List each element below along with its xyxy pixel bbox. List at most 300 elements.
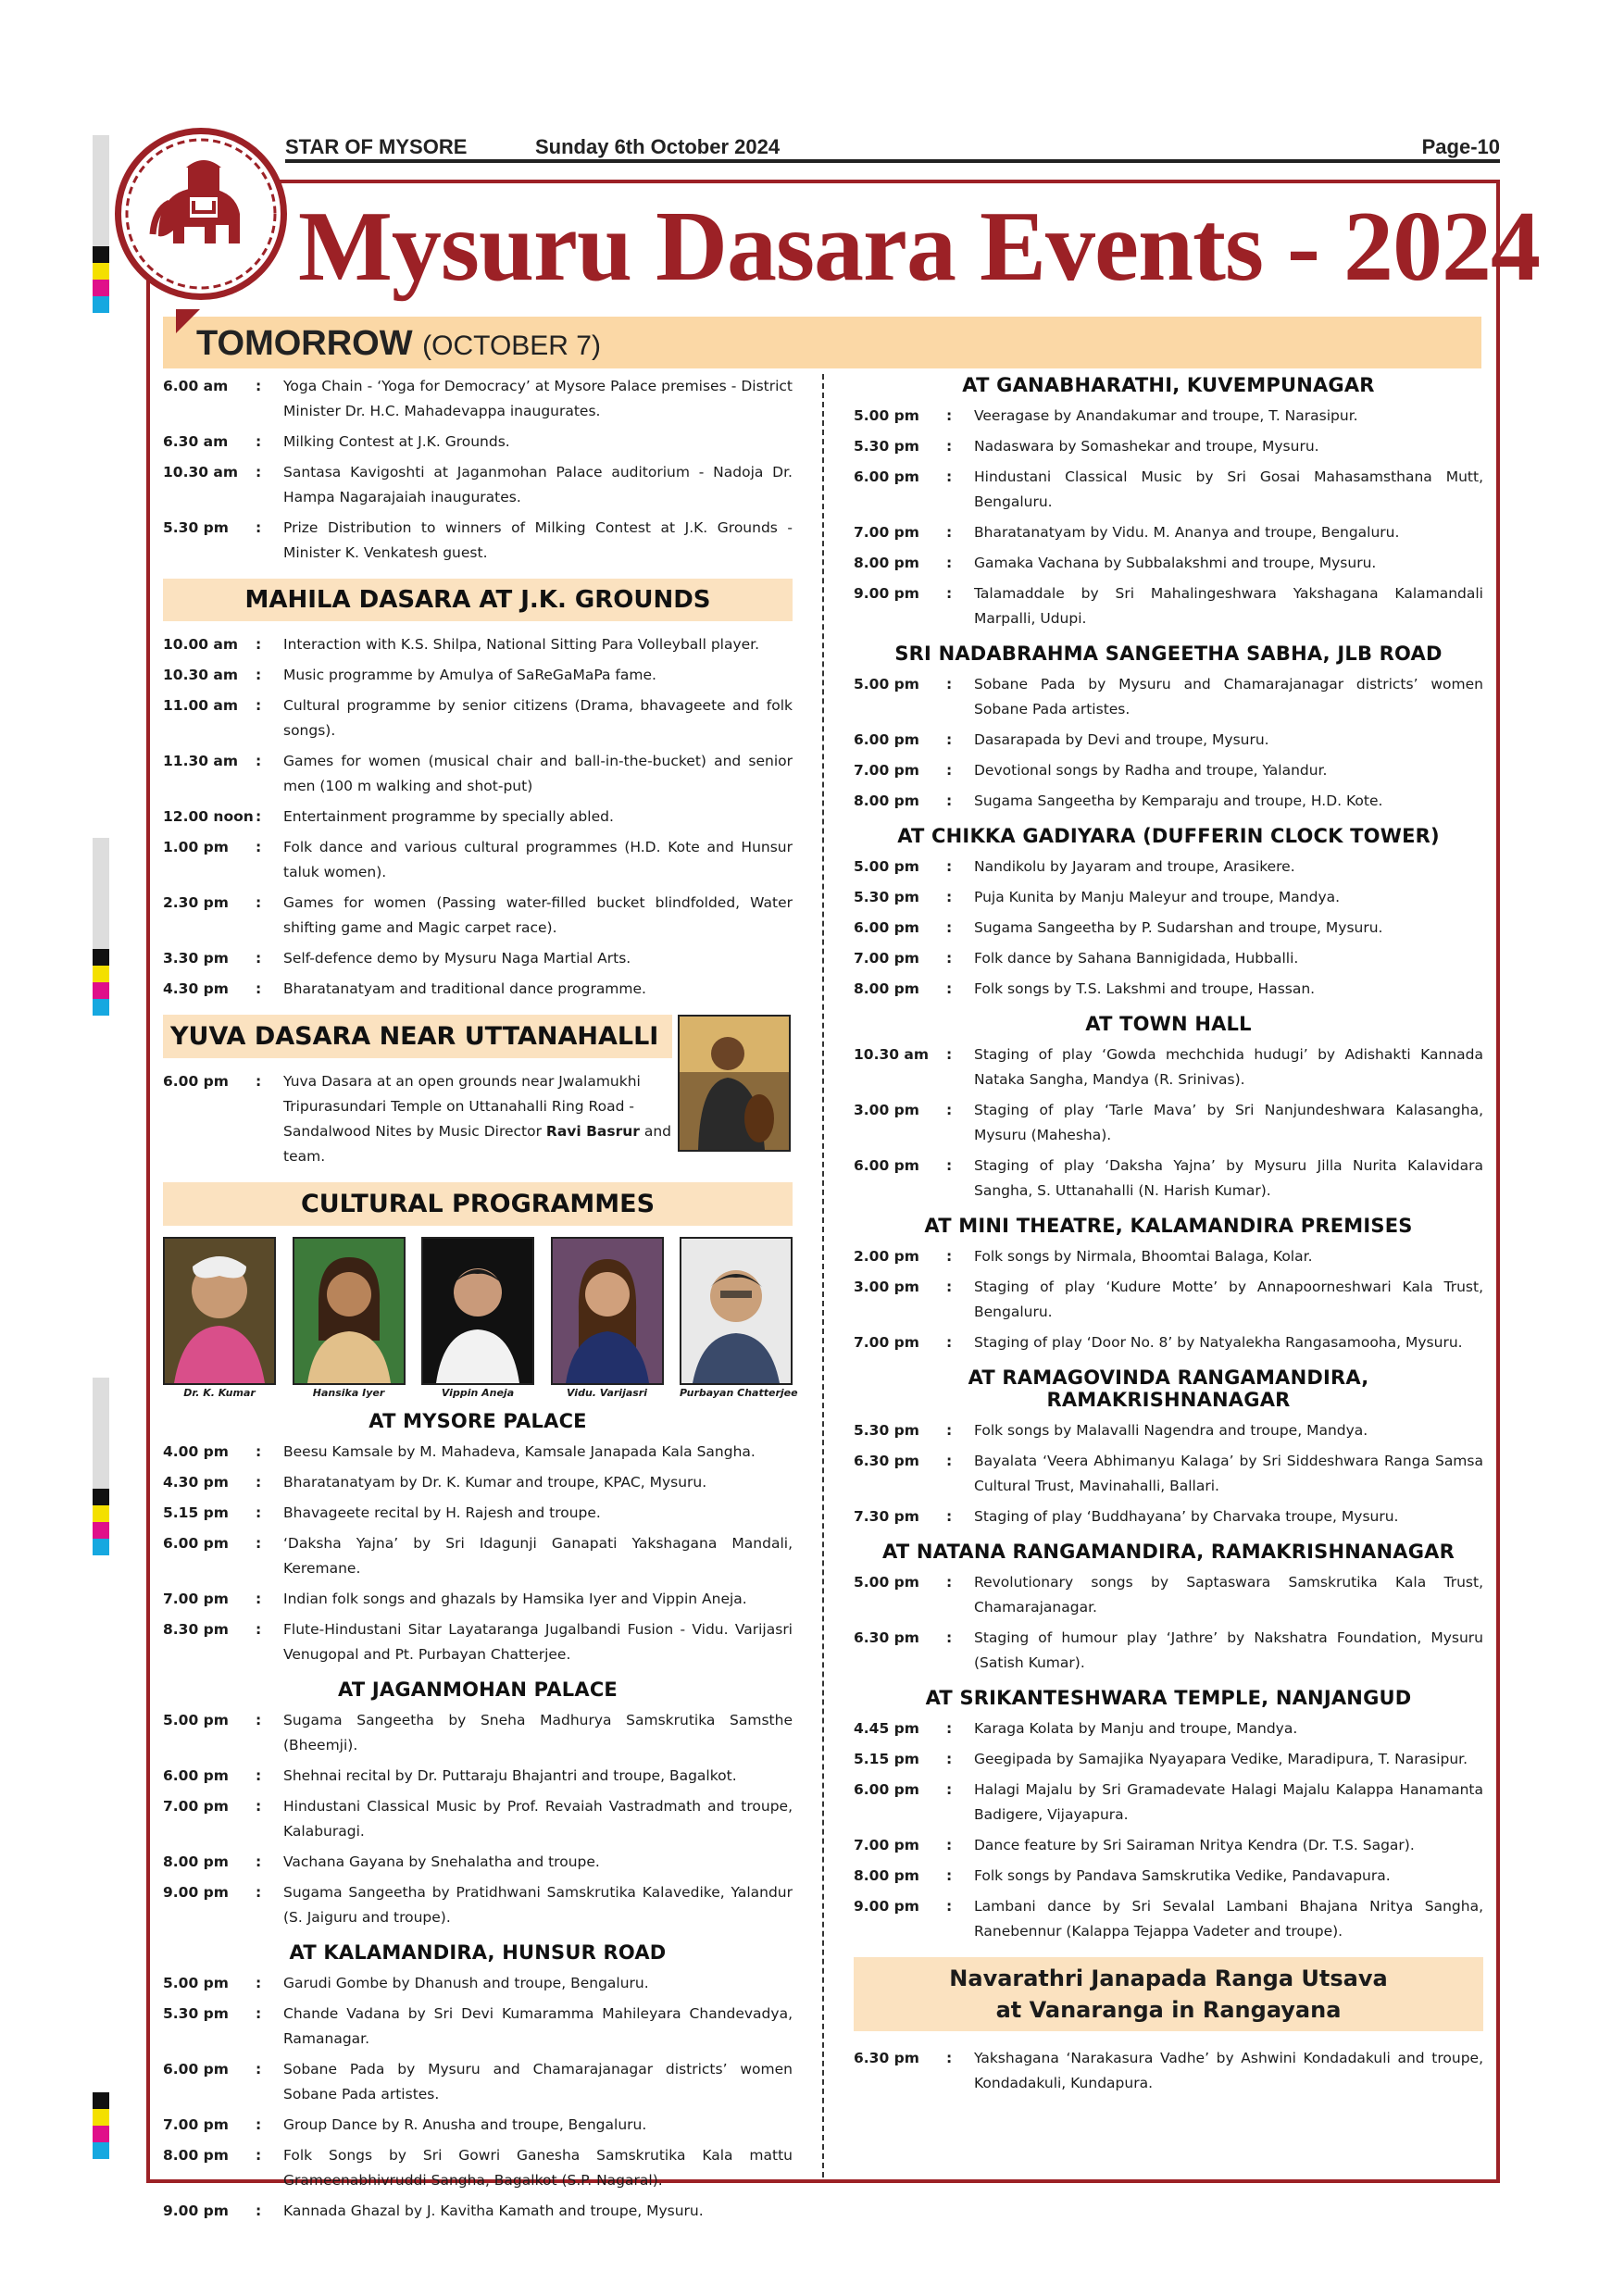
event-time: 8.00 pm [163, 2147, 229, 2164]
event-description: Revolutionary songs by Saptaswara Samskrutika Kala Trust, Chamarajanagar. [974, 1574, 1483, 1616]
navarathri-title-line2: at Vanaranga in Rangayana [995, 1997, 1342, 2023]
tomorrow-events [163, 374, 793, 566]
event-description: Games for women (Passing water-filled bucket blindfolded, Water shifting game and Magic carpet race). [283, 894, 793, 936]
event-description: Flute-Hindustani Sitar Layataranga Jugalbandi Fusion - Vidu. Varijasri Venugopal and Pt. Purbayan Chatterjee. [283, 1621, 793, 1663]
event-time: 12.00 noon [163, 808, 254, 825]
yuva-desc: Yuva Dasara at an open grounds near Jwalamukhi Tripurasundari Temple on Uttanahalli Ring Road - Sandalwood Nites by Music Director [283, 1073, 641, 1140]
mahila-dasara-heading: MAHILA DASARA AT J.K. GROUNDS [163, 579, 793, 621]
list-item [854, 1864, 1483, 1889]
event-description: ‘Daksha Yajna’ by Sri Idagunji Ganapati Yakshagana Mandali, Keremane. [283, 1535, 793, 1577]
colon: : [256, 1621, 262, 1638]
list-item [854, 1098, 1483, 1148]
event-time: 7.00 pm [163, 1591, 229, 1607]
event-time: 4.45 pm [854, 1720, 919, 1737]
ramagovinda-events [854, 1418, 1483, 1529]
event-description: Interaction with K.S. Shilpa, National Sitting Para Volleyball player. [283, 636, 760, 653]
event-description: Folk songs by Malavalli Nagendra and troupe, Mandya. [974, 1422, 1368, 1439]
list-item [163, 430, 793, 455]
event-description: Veeragase by Anandakumar and troupe, T. Narasipur. [974, 407, 1358, 424]
registration-marks [93, 2092, 109, 2159]
colon: : [256, 433, 262, 450]
event-description: Lambani dance by Sri Sevalal Lambani Bhajana Nritya Sangha, Ranebennur (Kalappa Tejappa Vadeter and troupe). [974, 1898, 1483, 1940]
list-item [854, 789, 1483, 814]
list-item [163, 1971, 793, 1996]
list-item [854, 916, 1483, 941]
colon: : [946, 762, 953, 779]
event-time: 9.00 pm [854, 1898, 919, 1915]
colon: : [946, 585, 953, 602]
photo-caption: Dr. K. Kumar [183, 1387, 256, 1399]
colon: : [946, 731, 953, 748]
event-time: 6.00 pm [163, 1073, 229, 1090]
list-item [163, 2057, 793, 2107]
colon: : [256, 1712, 262, 1728]
event-time: 5.00 pm [163, 1712, 229, 1728]
event-description: Bharatanatyam by Dr. K. Kumar and troupe, KPAC, Mysuru. [283, 1474, 707, 1491]
event-time: 5.30 pm [163, 2005, 229, 2022]
event-description: Dasarapada by Devi and troupe, Mysuru. [974, 731, 1269, 748]
colon: : [256, 519, 262, 536]
column-divider [822, 374, 824, 2177]
page-header [285, 131, 1500, 163]
event-time: 5.30 pm [854, 438, 919, 455]
event-time: 7.00 pm [854, 1334, 919, 1351]
colon: : [946, 1279, 953, 1295]
event-description: Sobane Pada by Mysuru and Chamarajanagar districts’ women Sobane Pada artistes. [974, 676, 1483, 718]
colon: : [946, 1574, 953, 1591]
event-time: 11.30 am [163, 753, 239, 769]
event-time: 3.00 pm [854, 1102, 919, 1118]
event-time: 10.30 am [163, 667, 239, 683]
event-description: Staging of play ‘Gowda mechchida hudugi’ by Adishakti Kannada Nataka Sangha, Mandya (R. Srinivas). [974, 1046, 1483, 1088]
event-description: Chande Vadana by Sri Devi Kumaramma Mahileyara Chandevadya, Ramanagar. [283, 2005, 793, 2047]
colon: : [946, 1157, 953, 1174]
event-time: 8.30 pm [163, 1621, 229, 1638]
event-time: 7.00 pm [854, 762, 919, 779]
colon: : [946, 1422, 953, 1439]
event-description: Vachana Gayana by Snehalatha and troupe. [283, 1853, 600, 1870]
colon: : [946, 676, 953, 693]
event-description: Halagi Majalu by Sri Gramadevate Halagi Majalu Kalappa Hanamanta Badigere, Vijayapura. [974, 1781, 1483, 1823]
list-item [854, 434, 1483, 459]
artist-photo-1 [163, 1237, 276, 1399]
colon: : [256, 1443, 262, 1460]
event-time: 8.00 pm [854, 980, 919, 997]
event-description: Staging of humour play ‘Jathre’ by Nakshatra Foundation, Mysuru (Satish Kumar). [974, 1629, 1483, 1671]
artist-photo-2 [293, 1237, 406, 1399]
colon: : [946, 1334, 953, 1351]
colon: : [946, 950, 953, 967]
left-column [163, 374, 798, 2229]
event-time: 5.30 pm [854, 889, 919, 905]
list-item [163, 2199, 793, 2224]
list-item [163, 1069, 672, 1169]
event-time: 7.00 pm [163, 1798, 229, 1815]
page-number: Page-10 [1421, 135, 1500, 158]
yuva-artist: Ravi Basrur [545, 1123, 640, 1140]
list-item [854, 885, 1483, 910]
event-description: Sugama Sangeetha by Sneha Madhurya Samskrutika Samsthe (Bheemji). [283, 1712, 793, 1753]
srikanteshwara-events [854, 1716, 1483, 1944]
list-item [854, 758, 1483, 783]
event-description [283, 1069, 672, 1169]
event-description: Puja Kunita by Manju Maleyur and troupe, Mandya. [974, 889, 1341, 905]
event-time: 6.00 am [163, 378, 229, 394]
colon: : [946, 1046, 953, 1063]
header-rule [285, 159, 1500, 163]
event-time: 5.00 pm [854, 1574, 919, 1591]
colon: : [946, 524, 953, 541]
colon: : [256, 1535, 262, 1552]
list-item [163, 374, 793, 424]
list-item [163, 1470, 793, 1495]
ramagovinda-title-line1: AT RAMAGOVINDA RANGAMANDIRA, [968, 1366, 1369, 1389]
list-item [163, 1880, 793, 1930]
artist-photo-3 [421, 1237, 534, 1399]
event-time: 6.30 pm [854, 1453, 919, 1469]
event-time: 5.00 pm [854, 676, 919, 693]
event-description: Staging of play ‘Buddhayana’ by Charvaka troupe, Mysuru. [974, 1508, 1399, 1525]
dasara-elephant-logo [115, 128, 287, 300]
ganabharathi-heading: AT GANABHARATHI, KUVEMPUNAGAR [962, 374, 1375, 396]
list-item [854, 946, 1483, 971]
list-item [854, 855, 1483, 880]
list-item [854, 465, 1483, 515]
colon: : [256, 1798, 262, 1815]
event-description: Folk songs by Pandava Samskrutika Vedike, Pandavapura. [974, 1867, 1391, 1884]
colon: : [946, 858, 953, 875]
colon: : [946, 555, 953, 571]
event-description: Nadaswara by Somashekar and troupe, Mysuru. [974, 438, 1319, 455]
artist-photo-4 [551, 1237, 664, 1399]
tomorrow-date: (OCTOBER 7) [422, 331, 601, 361]
artist-photo-5 [680, 1237, 798, 1399]
event-description: Sobane Pada by Mysuru and Chamarajanagar districts’ women Sobane Pada artistes. [283, 2061, 793, 2103]
colon: : [256, 894, 262, 911]
natana-events [854, 1570, 1483, 1676]
publication-name: STAR OF MYSORE [285, 135, 468, 158]
event-time: 9.00 pm [163, 1884, 229, 1901]
event-description: Staging of play ‘Door No. 8’ by Natyalekha Rangasamooha, Mysuru. [974, 1334, 1463, 1351]
event-time: 4.30 pm [163, 980, 229, 997]
list-item [163, 1708, 793, 1758]
event-time: 8.00 pm [854, 1867, 919, 1884]
event-description: Folk dance by Sahana Bannigidada, Hubballi. [974, 950, 1299, 967]
event-description: Folk dance and various cultural programmes (H.D. Kote and Hunsur taluk women). [283, 839, 793, 880]
mysore-palace-heading: AT MYSORE PALACE [369, 1410, 587, 1432]
list-item [163, 2143, 793, 2193]
natana-heading: AT NATANA RANGAMANDIRA, RAMAKRISHNANAGAR [882, 1541, 1455, 1563]
colon: : [256, 1073, 262, 1090]
list-item [854, 1504, 1483, 1529]
event-description: Nandikolu by Jayaram and troupe, Arasikere. [974, 858, 1295, 875]
photo-caption: Vidu. Varijasri [566, 1387, 648, 1399]
event-time: 5.15 pm [854, 1751, 919, 1767]
event-time: 6.30 am [163, 433, 229, 450]
event-time: 6.00 pm [854, 919, 919, 936]
list-item [854, 1449, 1483, 1499]
colon: : [256, 980, 262, 997]
colon: : [946, 2050, 953, 2066]
colon: : [256, 808, 262, 825]
colon: : [256, 1767, 262, 1784]
event-description: Shehnai recital by Dr. Puttaraju Bhajantri and troupe, Bagalkot. [283, 1767, 737, 1784]
colon: : [256, 2116, 262, 2133]
event-description: Garudi Gombe by Dhanush and troupe, Bengaluru. [283, 1975, 649, 1991]
mysore-palace-events [163, 1440, 793, 1667]
colon: : [946, 1720, 953, 1737]
photo-caption: Hansika Iyer [312, 1387, 385, 1399]
colon: : [946, 1837, 953, 1853]
list-item [854, 1716, 1483, 1741]
ganabharathi-events [854, 404, 1483, 631]
colon: : [256, 1474, 262, 1491]
event-description: Yoga Chain - ‘Yoga for Democracy’ at Mysore Palace premises - District Minister Dr. H.C. Mahadevappa inaugurates. [283, 378, 793, 419]
event-description: Self-defence demo by Mysuru Naga Martial Arts. [283, 950, 631, 967]
list-item [854, 728, 1483, 753]
registration-marks [93, 838, 109, 1016]
colon: : [256, 839, 262, 855]
town-hall-events [854, 1042, 1483, 1204]
list-item [163, 1587, 793, 1612]
colon: : [946, 1453, 953, 1469]
event-time: 7.00 pm [854, 1837, 919, 1853]
event-description: Folk songs by Nirmala, Bhoomtai Balaga, Kolar. [974, 1248, 1313, 1265]
colon: : [256, 1975, 262, 1991]
colon: : [256, 636, 262, 653]
banner-corner-mark [176, 309, 200, 333]
event-time: 6.00 pm [854, 468, 919, 485]
list-item [854, 1275, 1483, 1325]
colon: : [256, 753, 262, 769]
list-item [854, 581, 1483, 631]
event-description: Kannada Ghazal by J. Kavitha Kamath and troupe, Mysuru. [283, 2202, 704, 2219]
event-time: 6.00 pm [854, 1781, 919, 1798]
chikka-gadiyara-heading: AT CHIKKA GADIYARA (DUFFERIN CLOCK TOWER) [897, 825, 1440, 847]
colon: : [946, 1248, 953, 1265]
list-item [854, 1244, 1483, 1269]
registration-marks [93, 1378, 109, 1555]
yuva-desc-end: and team. [283, 1123, 672, 1165]
list-item [854, 1570, 1483, 1620]
colon: : [946, 407, 953, 424]
list-item [163, 1531, 793, 1581]
event-time: 6.00 pm [854, 731, 919, 748]
list-item [854, 977, 1483, 1002]
right-column [854, 374, 1483, 2102]
colon: : [256, 1504, 262, 1521]
colon: : [256, 667, 262, 683]
colon: : [946, 1867, 953, 1884]
event-description: Entertainment programme by specially abled. [283, 808, 614, 825]
colon: : [946, 1629, 953, 1646]
tomorrow-label: TOMORROW [196, 324, 413, 363]
colon: : [946, 1751, 953, 1767]
event-time: 5.00 pm [163, 1975, 229, 1991]
event-description: Folk songs by T.S. Lakshmi and troupe, Hassan. [974, 980, 1316, 997]
colon: : [256, 1853, 262, 1870]
list-item [854, 520, 1483, 545]
event-time: 10.00 am [163, 636, 239, 653]
list-item [854, 2046, 1483, 2096]
event-time: 5.30 pm [163, 519, 229, 536]
elephant-icon [121, 134, 281, 293]
event-time: 6.30 pm [854, 2050, 919, 2066]
event-time: 5.15 pm [163, 1504, 229, 1521]
event-time: 9.00 pm [854, 585, 919, 602]
mini-theatre-heading: AT MINI THEATRE, KALAMANDIRA PREMISES [924, 1215, 1413, 1237]
list-item [163, 1440, 793, 1465]
tomorrow-banner [163, 317, 1481, 368]
artist-photo-row [163, 1237, 798, 1399]
list-item [163, 1764, 793, 1789]
event-description: Folk Songs by Sri Gowri Ganesha Samskrutika Kala mattu Grameenabhivruddi Sangha, Bagalkot (S.P. Nagaral). [283, 2147, 793, 2189]
event-description: Milking Contest at J.K. Grounds. [283, 433, 510, 450]
ravi-basrur-photo [678, 1015, 791, 1152]
list-item [163, 2002, 793, 2052]
event-time: 2.30 pm [163, 894, 229, 911]
list-item [854, 1747, 1483, 1772]
colon: : [946, 889, 953, 905]
event-time: 5.00 pm [854, 858, 919, 875]
registration-marks [93, 135, 109, 313]
colon: : [256, 2202, 262, 2219]
event-time: 5.00 pm [854, 407, 919, 424]
colon: : [946, 438, 953, 455]
jaganmohan-events [163, 1708, 793, 1930]
event-time: 8.00 pm [854, 555, 919, 571]
event-description: Dance feature by Sri Sairaman Nritya Kendra (Dr. T.S. Sagar). [974, 1837, 1415, 1853]
event-description: Prize Distribution to winners of Milking Contest at J.K. Grounds - Minister K. Venkatesh guest. [283, 519, 793, 561]
event-time: 6.00 pm [163, 1535, 229, 1552]
event-description: Geegipada by Samajika Nyayapara Vedike, Maradipura, T. Narasipur. [974, 1751, 1468, 1767]
list-item [163, 835, 793, 885]
list-item [854, 1154, 1483, 1204]
list-item [163, 693, 793, 743]
event-time: 4.00 pm [163, 1443, 229, 1460]
event-description: Music programme by Amulya of SaReGaMaPa fame. [283, 667, 656, 683]
list-item [854, 404, 1483, 429]
event-description: Bayalata ‘Veera Abhimanyu Kalaga’ by Sri Siddeshwara Ranga Samsa Cultural Trust, Mavinahalli, Ballari. [974, 1453, 1483, 1494]
colon: : [256, 950, 262, 967]
event-time: 8.00 pm [854, 792, 919, 809]
event-description: Bharatanatyam and traditional dance programme. [283, 980, 646, 997]
list-item [163, 1617, 793, 1667]
event-description: Staging of play ‘Tarle Mava’ by Sri Nanjundeshwara Kalasangha, Mysuru (Mahesha). [974, 1102, 1483, 1143]
list-item [163, 1850, 793, 1875]
list-item [163, 460, 793, 510]
list-item [163, 2113, 793, 2138]
colon: : [256, 2005, 262, 2022]
page-title: Mysuru Dasara Events - 2024 [298, 192, 1540, 302]
event-description: Yakshagana ‘Narakasura Vadhe’ by Ashwini Kondadakuli and troupe, Kondadakuli, Kundapura. [974, 2050, 1483, 2091]
photo-caption: Vippin Aneja [441, 1387, 515, 1399]
list-item [163, 632, 793, 657]
event-time: 7.00 pm [854, 950, 919, 967]
navarathri-events [854, 2046, 1483, 2096]
event-time: 10.30 am [163, 464, 239, 480]
list-item [163, 1794, 793, 1844]
list-item [854, 1418, 1483, 1443]
event-description: Sugama Sangeetha by Kemparaju and troupe, H.D. Kote. [974, 792, 1383, 809]
event-time: 11.00 am [163, 697, 239, 714]
event-time: 9.00 pm [163, 2202, 229, 2219]
chikka-gadiyara-events [854, 855, 1483, 1002]
event-description: Talamaddale by Sri Mahalingeshwara Yakshagana Kalamandali Marpalli, Udupi. [974, 585, 1483, 627]
mahila-events [163, 632, 793, 1002]
nadabrahma-heading: SRI NADABRAHMA SANGEETHA SABHA, JLB ROAD [894, 643, 1443, 665]
event-description: Cultural programme by senior citizens (Drama, bhavageete and folk songs). [283, 697, 793, 739]
yuva-dasara-heading: YUVA DASARA NEAR UTTANAHALLI [163, 1015, 672, 1058]
event-time: 7.00 pm [163, 2116, 229, 2133]
event-description: Santasa Kavigoshti at Jaganmohan Palace auditorium - Nadoja Dr. Hampa Nagarajaiah inaugurates. [283, 464, 793, 505]
colon: : [946, 792, 953, 809]
town-hall-heading: AT TOWN HALL [1085, 1013, 1252, 1035]
colon: : [256, 697, 262, 714]
event-description: Games for women (musical chair and ball-in-the-bucket) and senior men (100 m walking and shot-put) [283, 753, 793, 794]
kalamandira-hunsur-heading: AT KALAMANDIRA, HUNSUR ROAD [289, 1941, 667, 1964]
event-description: Indian folk songs and ghazals by Hamsika Iyer and Vippin Aneja. [283, 1591, 747, 1607]
colon: : [256, 1591, 262, 1607]
yuva-dasara-section [163, 1015, 793, 1169]
colon: : [946, 919, 953, 936]
jaganmohan-palace-heading: AT JAGANMOHAN PALACE [338, 1678, 618, 1701]
srikanteshwara-heading: AT SRIKANTESHWARA TEMPLE, NANJANGUD [925, 1687, 1412, 1709]
list-item [163, 891, 793, 941]
ramagovinda-title-line2: RAMAKRISHNANAGAR [1046, 1389, 1291, 1411]
event-description: Gamaka Vachana by Subbalakshmi and troupe, Mysuru. [974, 555, 1377, 571]
list-item [163, 516, 793, 566]
event-time: 4.30 pm [163, 1474, 229, 1491]
event-time: 6.00 pm [854, 1157, 919, 1174]
event-description: Bharatanatyam by Vidu. M. Ananya and troupe, Bengaluru. [974, 524, 1400, 541]
event-description: Beesu Kamsale by M. Mahadeva, Kamsale Janapada Kala Sangha. [283, 1443, 756, 1460]
event-description: Bhavageete recital by H. Rajesh and troupe. [283, 1504, 601, 1521]
colon: : [256, 1884, 262, 1901]
list-item [854, 551, 1483, 576]
event-description: Sugama Sangeetha by Pratidhwani Samskrutika Kalavedike, Yalandur (S. Jaiguru and troupe). [283, 1884, 793, 1926]
event-description: Hindustani Classical Music by Sri Gosai Mahasamsthana Mutt, Bengaluru. [974, 468, 1483, 510]
event-time: 3.00 pm [854, 1279, 919, 1295]
event-time: 8.00 pm [163, 1853, 229, 1870]
list-item [854, 672, 1483, 722]
list-item [163, 805, 793, 830]
event-time: 5.30 pm [854, 1422, 919, 1439]
colon: : [946, 980, 953, 997]
colon: : [946, 1102, 953, 1118]
colon: : [946, 468, 953, 485]
list-item [163, 977, 793, 1002]
event-time: 7.30 pm [854, 1508, 919, 1525]
mini-theatre-events [854, 1244, 1483, 1355]
event-time: 1.00 pm [163, 839, 229, 855]
list-item [163, 663, 793, 688]
navarathri-title-line1: Navarathri Janapada Ranga Utsava [949, 1965, 1388, 1991]
list-item [854, 1042, 1483, 1092]
list-item [854, 1330, 1483, 1355]
nadabrahma-events [854, 672, 1483, 814]
navarathri-heading [854, 1957, 1483, 2031]
event-time: 6.00 pm [163, 1767, 229, 1784]
list-item [163, 1501, 793, 1526]
photo-caption: Purbayan Chatterjee [680, 1387, 798, 1399]
event-time: 3.30 pm [163, 950, 229, 967]
colon: : [256, 378, 262, 394]
list-item [163, 946, 793, 971]
event-description: Staging of play ‘Kudure Motte’ by Annapoorneshwari Kala Trust, Bengaluru. [974, 1279, 1483, 1320]
event-description: Staging of play ‘Daksha Yajna’ by Mysuru Jilla Nurita Kalavidara Sangha, S. Uttanahalli (N. Harish Kumar). [974, 1157, 1483, 1199]
colon: : [256, 2061, 262, 2078]
